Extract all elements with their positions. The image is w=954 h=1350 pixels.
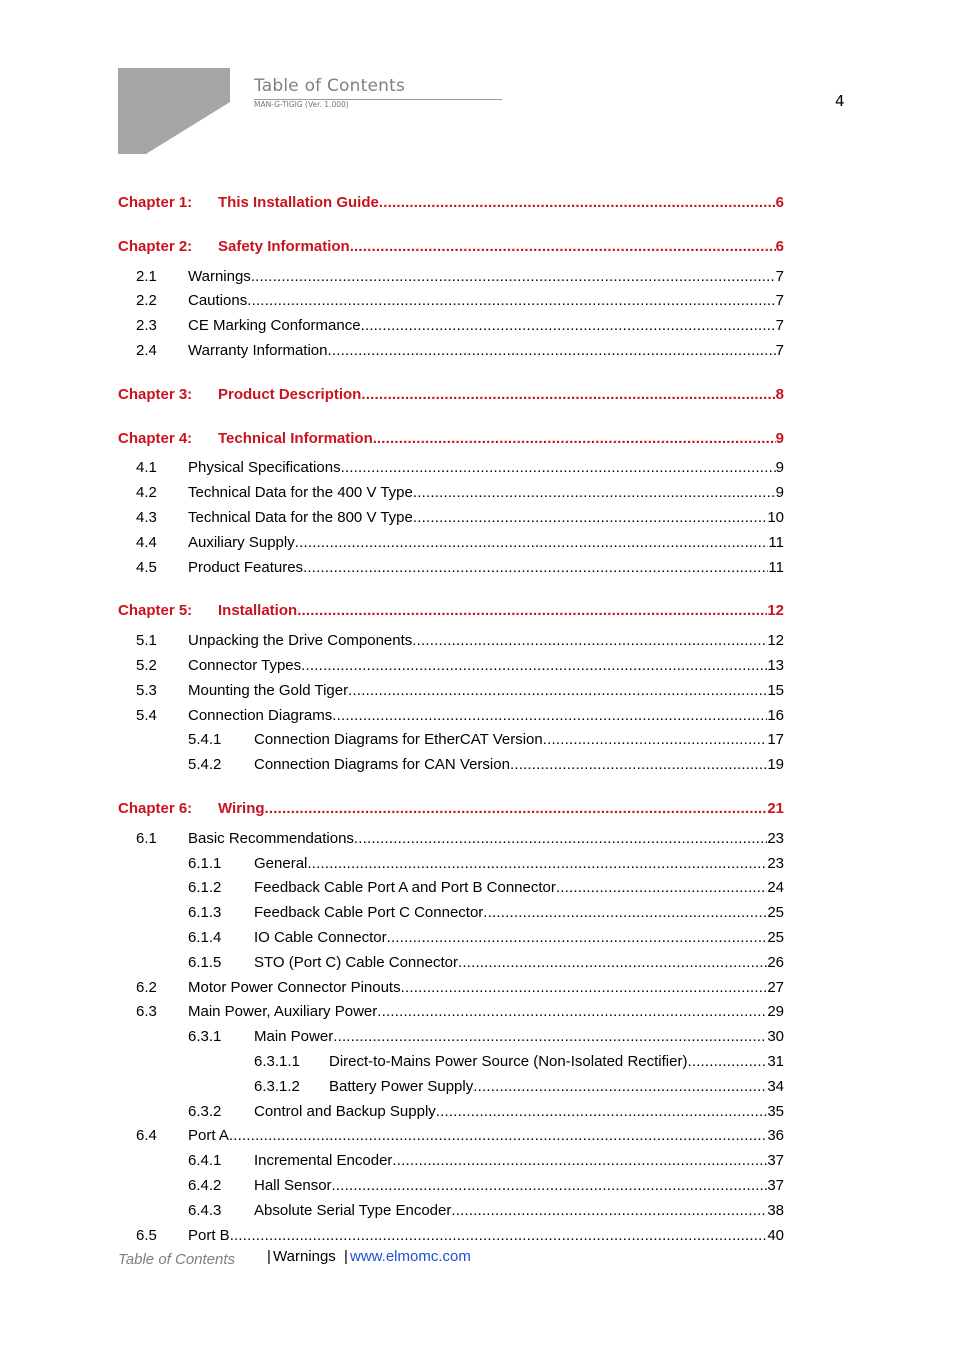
- toc-dot-leader: [451, 1200, 767, 1222]
- toc-dot-leader: [458, 952, 767, 974]
- toc-dot-leader: [247, 290, 775, 312]
- toc-dot-leader: [387, 927, 768, 949]
- toc-entry-title: Product Features: [188, 559, 304, 576]
- toc-entry-title: Physical Specifications: [188, 459, 341, 476]
- toc-entry-number: 6.3.1.2: [254, 1078, 300, 1095]
- toc-entry-page: 25: [767, 904, 784, 921]
- toc-dot-leader: [251, 266, 776, 288]
- toc-entry[interactable]: [188, 1175, 784, 1197]
- toc-chapter-entry[interactable]: [118, 428, 784, 450]
- toc-entry[interactable]: [136, 457, 784, 479]
- toc-entry-page: 6: [775, 194, 784, 211]
- toc-entry[interactable]: [188, 1200, 784, 1222]
- toc-entry[interactable]: [136, 315, 784, 337]
- toc-dot-leader: [413, 507, 767, 529]
- toc-entry-title: Unpacking the Drive Components: [188, 632, 413, 649]
- footer-section-title: Table of Contents: [118, 1251, 236, 1268]
- toc-entry-title: IO Cable Connector: [254, 929, 387, 946]
- toc-entry-number: 4.1: [136, 459, 157, 476]
- toc-entry[interactable]: [254, 1076, 784, 1098]
- toc-entry-number: 2.2: [136, 292, 157, 309]
- toc-chapter-entry[interactable]: [118, 192, 784, 214]
- toc-dot-leader: [333, 1026, 767, 1048]
- toc-entry-title: Installation: [218, 602, 298, 619]
- toc-dot-leader: [379, 192, 776, 214]
- footer-warnings-link[interactable]: Warnings: [273, 1248, 336, 1265]
- toc-entry-page: 24: [767, 879, 784, 896]
- toc-entry-page: 30: [767, 1028, 784, 1045]
- toc-entry[interactable]: [136, 1001, 784, 1023]
- toc-dot-leader: [229, 1125, 767, 1147]
- toc-entry-page: 9: [775, 484, 784, 501]
- toc-dot-leader: [348, 680, 767, 702]
- footer-separator: |: [267, 1248, 271, 1265]
- toc-entry-page: 25: [767, 929, 784, 946]
- toc-entry-page: 37: [767, 1152, 784, 1169]
- toc-dot-leader: [392, 1150, 767, 1172]
- toc-entry-page: 19: [767, 756, 784, 773]
- toc-entry-number: 5.3: [136, 682, 157, 699]
- toc-entry-title: Feedback Cable Port C Connector: [254, 904, 484, 921]
- footer-separator: |: [344, 1248, 348, 1265]
- toc-entry[interactable]: [136, 977, 784, 999]
- toc-dot-leader: [436, 1101, 768, 1123]
- toc-dot-leader: [354, 828, 767, 850]
- toc-entry-title: Safety Information: [218, 238, 350, 255]
- toc-dot-leader: [332, 705, 767, 727]
- toc-entry-number: 6.1.4: [188, 929, 222, 946]
- toc-entry[interactable]: [188, 952, 784, 974]
- toc-dot-leader: [265, 798, 768, 820]
- toc-dot-leader: [361, 315, 776, 337]
- toc-entry-page: 12: [767, 602, 784, 619]
- toc-dot-leader: [332, 1175, 768, 1197]
- toc-dot-leader: [307, 853, 767, 875]
- toc-entry-number: 2.4: [136, 342, 157, 359]
- header-doc-id: MAN-G-TIGIG (Ver. 1.000): [254, 100, 349, 109]
- toc-entry-number: 6.3.2: [188, 1103, 222, 1120]
- toc-entry-page: 40: [767, 1227, 784, 1244]
- toc-entry[interactable]: [136, 1125, 784, 1147]
- toc-entry-number: 6.5: [136, 1227, 157, 1244]
- toc-entry[interactable]: [136, 290, 784, 312]
- toc-entry-page: 26: [767, 954, 784, 971]
- toc-entry-number: Chapter 5:: [118, 602, 193, 619]
- toc-entry-title: Main Power, Auxiliary Power: [188, 1003, 378, 1020]
- toc-entry-page: 11: [768, 559, 784, 576]
- toc-entry-title: Basic Recommendations: [188, 830, 354, 847]
- toc-dot-leader: [543, 729, 768, 751]
- toc-entry-number: 6.1.1: [188, 855, 222, 872]
- toc-entry-title: Connection Diagrams for CAN Version: [254, 756, 510, 773]
- toc-entry[interactable]: [136, 630, 784, 652]
- toc-entry[interactable]: [188, 1026, 784, 1048]
- toc-entry-number: 4.2: [136, 484, 157, 501]
- toc-dot-leader: [230, 1225, 768, 1247]
- toc-entry-title: CE Marking Conformance: [188, 317, 361, 334]
- toc-entry-page: 34: [767, 1078, 784, 1095]
- toc-entry-page: 29: [767, 1003, 784, 1020]
- toc-entry-title: Connector Types: [188, 657, 302, 674]
- toc-entry-title: Main Power: [254, 1028, 334, 1045]
- toc-entry[interactable]: [136, 680, 784, 702]
- toc-entry-page: 10: [767, 509, 784, 526]
- page-footer: [118, 1248, 618, 1272]
- toc-dot-leader: [301, 655, 767, 677]
- toc-entry[interactable]: [136, 507, 784, 529]
- toc-dot-leader: [556, 877, 767, 899]
- toc-entry-number: 6.1.2: [188, 879, 222, 896]
- toc-entry-number: 5.4.1: [188, 731, 222, 748]
- toc-dot-leader: [412, 630, 767, 652]
- toc-entry-page: 35: [767, 1103, 784, 1120]
- company-logo: [118, 68, 250, 156]
- toc-dot-leader: [341, 457, 776, 479]
- toc-dot-leader: [401, 977, 768, 999]
- toc-entry-number: 2.3: [136, 317, 157, 334]
- toc-dot-leader: [303, 557, 768, 579]
- toc-entry-page: 7: [775, 268, 784, 285]
- toc-entry-title: Feedback Cable Port A and Port B Connector: [254, 879, 556, 896]
- toc-dot-leader: [413, 482, 776, 504]
- toc-entry-title: Port B: [188, 1227, 230, 1244]
- toc-entry-number: 5.4: [136, 707, 157, 724]
- toc-dot-leader: [350, 236, 776, 258]
- toc-entry-page: 11: [768, 534, 784, 551]
- toc-entry[interactable]: [136, 1225, 784, 1247]
- header-section-title: Table of Contents: [254, 76, 406, 96]
- toc-entry-number: 2.1: [136, 268, 157, 285]
- toc-entry-page: 7: [775, 317, 784, 334]
- toc-entry[interactable]: [254, 1051, 784, 1073]
- toc-entry[interactable]: [188, 754, 784, 776]
- toc-dot-leader: [510, 754, 767, 776]
- toc-entry-number: 6.1: [136, 830, 157, 847]
- toc-entry-page: 12: [767, 632, 784, 649]
- toc-entry-number: Chapter 2:: [118, 238, 193, 255]
- toc-entry-page: 15: [767, 682, 784, 699]
- toc-entry-title: Warranty Information: [188, 342, 328, 359]
- toc-entry-title: Auxiliary Supply: [188, 534, 295, 551]
- toc-entry-number: 6.3.1.1: [254, 1053, 300, 1070]
- toc-entry-title: Connection Diagrams for EtherCAT Version: [254, 731, 543, 748]
- toc-entry-page: 36: [767, 1127, 784, 1144]
- toc-entry-page: 6: [775, 238, 784, 255]
- toc-entry-number: 5.4.2: [188, 756, 222, 773]
- toc-entry-page: 23: [767, 830, 784, 847]
- toc-entry-page: 7: [775, 342, 784, 359]
- toc-chapter-entry[interactable]: [118, 798, 784, 820]
- toc-entry-title: Wiring: [218, 800, 265, 817]
- toc-entry[interactable]: [188, 1150, 784, 1172]
- toc-entry-title: Battery Power Supply: [329, 1078, 474, 1095]
- toc-entry-title: This Installation Guide: [218, 194, 379, 211]
- toc-entry[interactable]: [188, 853, 784, 875]
- toc-entry[interactable]: [136, 532, 784, 554]
- toc-entry-title: STO (Port C) Cable Connector: [254, 954, 458, 971]
- toc-entry[interactable]: [188, 927, 784, 949]
- toc-entry-title: Motor Power Connector Pinouts: [188, 979, 401, 996]
- toc-entry-page: 27: [767, 979, 784, 996]
- toc-entry-number: 6.1.3: [188, 904, 222, 921]
- toc-entry-number: Chapter 6:: [118, 800, 193, 817]
- toc-entry-title: Connection Diagrams: [188, 707, 333, 724]
- toc-entry-title: Direct-to-Mains Power Source (Non-Isolated Rectifier): [329, 1053, 688, 1070]
- toc-entry[interactable]: [136, 705, 784, 727]
- toc-entry-title: Hall Sensor: [254, 1177, 332, 1194]
- toc-dot-leader: [687, 1051, 767, 1073]
- toc-entry-page: 8: [775, 386, 784, 403]
- toc-dot-leader: [377, 1001, 767, 1023]
- toc-entry-number: Chapter 1:: [118, 194, 193, 211]
- toc-entry-page: 9: [775, 459, 784, 476]
- toc-entry-number: 4.5: [136, 559, 157, 576]
- toc-entry-page: 23: [767, 855, 784, 872]
- toc-entry-title: Technical Data for the 800 V Type: [188, 509, 413, 526]
- toc-entry[interactable]: [188, 729, 784, 751]
- toc-entry-title: Port A: [188, 1127, 229, 1144]
- toc-entry-page: 31: [767, 1053, 784, 1070]
- toc-entry-title: Technical Information.: [218, 430, 377, 447]
- toc-entry-page: 13: [767, 657, 784, 674]
- toc-chapter-entry[interactable]: [118, 384, 784, 406]
- toc-entry-number: 4.4: [136, 534, 157, 551]
- toc-entry-page: 16: [767, 707, 784, 724]
- toc-entry-number: Chapter 4:: [118, 430, 193, 447]
- toc-entry-number: 6.3: [136, 1003, 157, 1020]
- toc-entry-page: 9: [775, 430, 784, 447]
- toc-entry[interactable]: [136, 828, 784, 850]
- toc-entry-page: 21: [767, 800, 784, 817]
- toc-entry-title: Warnings: [188, 268, 251, 285]
- toc-dot-leader: [328, 340, 776, 362]
- toc-entry-number: 6.3.1: [188, 1028, 222, 1045]
- toc-entry-page: 37: [767, 1177, 784, 1194]
- toc-entry-title: Technical Data for the 400 V Type: [188, 484, 413, 501]
- toc-entry-number: 6.1.5: [188, 954, 222, 971]
- toc-entry-number: 6.4.1: [188, 1152, 222, 1169]
- toc-dot-leader: [377, 428, 776, 450]
- toc-chapter-entry[interactable]: [118, 600, 784, 622]
- footer-website-link[interactable]: www.elmomc.com: [350, 1248, 471, 1265]
- toc-entry[interactable]: [136, 340, 784, 362]
- toc-entry-page: 38: [767, 1202, 784, 1219]
- toc-entry[interactable]: [188, 877, 784, 899]
- toc-entry-number: 6.4.2: [188, 1177, 222, 1194]
- toc-entry[interactable]: [188, 1101, 784, 1123]
- toc-entry[interactable]: [136, 655, 784, 677]
- toc-entry[interactable]: [188, 902, 784, 924]
- toc-entry[interactable]: [136, 557, 784, 579]
- page-number: 4: [835, 92, 845, 110]
- toc-entry-number: 6.4: [136, 1127, 157, 1144]
- toc-entry-number: 5.2: [136, 657, 157, 674]
- toc-entry-title: Control and Backup Supply: [254, 1103, 436, 1120]
- toc-entry-number: 6.4.3: [188, 1202, 222, 1219]
- toc-entry-page: 7: [775, 292, 784, 309]
- toc-entry-number: 5.1: [136, 632, 157, 649]
- toc-entry-title: Cautions: [188, 292, 248, 309]
- toc-entry-title: Absolute Serial Type Encoder: [254, 1202, 452, 1219]
- toc-dot-leader: [361, 384, 775, 406]
- toc-entry-page: 17: [767, 731, 784, 748]
- toc-dot-leader: [473, 1076, 767, 1098]
- toc-entry[interactable]: [136, 266, 784, 288]
- toc-entry-title: Mounting the Gold Tiger: [188, 682, 349, 699]
- toc-entry-number: 6.2: [136, 979, 157, 996]
- toc-entry-number: 4.3: [136, 509, 157, 526]
- toc-dot-leader: [483, 902, 767, 924]
- toc-entry-title: Incremental Encoder: [254, 1152, 393, 1169]
- toc-dot-leader: [297, 600, 767, 622]
- toc-entry-title: General: [254, 855, 308, 872]
- toc-entry[interactable]: [136, 482, 784, 504]
- toc-chapter-entry[interactable]: [118, 236, 784, 258]
- toc-dot-leader: [295, 532, 769, 554]
- toc-entry-title: Product Description: [218, 386, 362, 403]
- toc-entry-number: Chapter 3:: [118, 386, 193, 403]
